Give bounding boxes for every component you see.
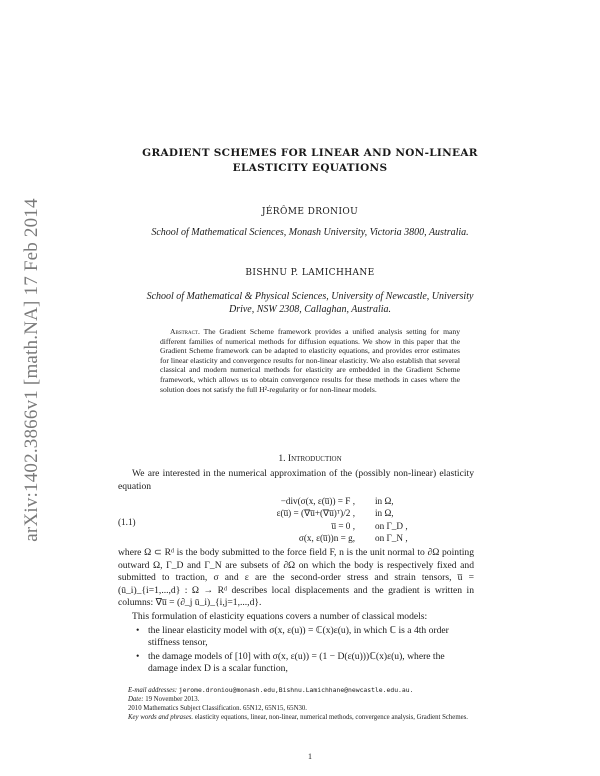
- page-number: 1: [308, 752, 312, 761]
- paper-title: GRADIENT SCHEMES FOR LINEAR AND NON-LINEAR ELASTICITY EQUATIONS: [142, 147, 478, 174]
- author-2: BISHNU P. LAMICHHANE: [245, 268, 375, 278]
- abstract-text: The Gradient Scheme framework provides a unified analysis setting for many different families of numerical methods for diffusion equations. We show in this paper that the Gradient Scheme framework can be adapted to elasticity equations, and provides error estimates for linear elasticity and convergence results for non-linear elasticity. We also establish that several classical and modern numerical methods for elasticity are embedded in the Gradient Scheme framework, which allows us to obtain convergence results for these methods in cases where the solution does not satisfy the full H²-regularity or for non-linear models.: [160, 327, 460, 394]
- footnotes: E-mail addresses: jerome.droniou@monash.edu,Bishnu.Lamichhane@newcastle.edu.au. Date: 19 November 2013. 2010 Mathematics Subject Classification. 65N12, 65N15, 65N30. Key words and phrases. elasticity equations, linear, non-linear, numerical methods, convergence analysis, Gradient Schemes.: [128, 686, 468, 721]
- intro-paragraph: We are interested in the numerical approximation of the (possibly non-linear) elasticity equation: [118, 468, 474, 492]
- paragraph-definitions: where Ω ⊂ Rᵈ is the body submitted to the force field F, n is the unit normal to ∂Ω pointing outward Ω, Γ_D and Γ_N are subsets of ∂Ω on which the body is respectively fixed and submitted to traction, σ and ε are the second-order stress and strain tensors, u̅ = (ū_i)_{i=1,...,d} : Ω → Rᵈ describes local displacements and the gradient is written in columns: ∇u̅ = (∂_j ū_i)_{i,j=1,...,d}.: [118, 547, 474, 609]
- section-heading: 1. Introduction: [278, 453, 342, 464]
- list-item: • the linear elasticity model with σ(x, ε(u)) = ℂ(x)ε(u), in which ℂ is a 4th order stiffness tensor,: [136, 625, 449, 649]
- equation-number: (1.1): [118, 517, 136, 527]
- affiliation-2: School of Mathematical & Physical Sciences, University of Newcastle, University Drive, NSW 2308, Callaghan, Australia.: [146, 291, 474, 315]
- affiliation-1: School of Mathematical Sciences, Monash University, Victoria 3800, Australia.: [151, 227, 469, 238]
- paragraph-models: This formulation of elasticity equations covers a number of classical models:: [132, 611, 428, 622]
- equation-block: −div(σ(x, ε(u̅)) = F , in Ω, ε(u̅) = (∇u̅+(∇u̅)ᵀ)/2 , in Ω, u̅ = 0 , on Γ_D , σ(x, ε(u̅))n = g, on Γ_N ,: [276, 496, 408, 544]
- arxiv-id: arXiv:1402.3866v1 [math.NA] 17 Feb 2014: [21, 198, 42, 542]
- arxiv-stamp: [22, 180, 42, 560]
- bullet-icon: •: [136, 625, 140, 636]
- author-1: JÉRÔME DRONIOU: [261, 207, 359, 217]
- abstract: [160, 327, 460, 394]
- email-addresses: jerome.droniou@monash.edu,Bishnu.Lamichhane@newcastle.edu.au.: [178, 686, 414, 694]
- bullet-icon: •: [136, 651, 140, 662]
- abstract-label: Abstract.: [170, 327, 200, 336]
- list-item: • the damage models of [10] with σ(x, ε(u)) = (1 − D(ε(u)))ℂ(x)ε(u), where the damage index D is a scalar function,: [136, 651, 445, 675]
